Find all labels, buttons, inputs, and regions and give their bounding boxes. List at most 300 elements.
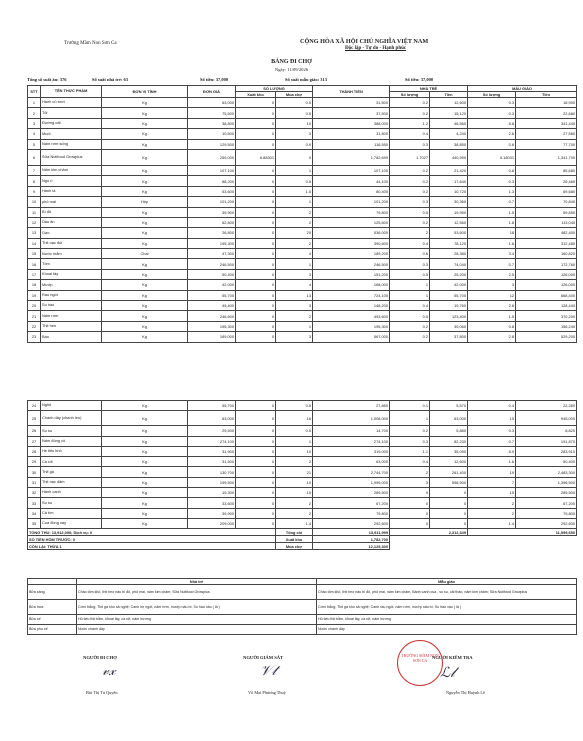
table-cell: Cà tím <box>41 508 102 518</box>
table-cell: Nấm kim châm <box>41 165 102 175</box>
table-cell: Hành lá <box>41 186 102 196</box>
table-cell: 1,341,700 <box>516 149 577 165</box>
table-cell: Cà rốt <box>41 457 102 467</box>
table-cell: 39,900 <box>188 207 236 217</box>
table-cell: 0 <box>236 311 276 321</box>
table-cell: 0 <box>236 477 276 487</box>
table-cell: 0.2 <box>390 332 430 342</box>
table-cell: 2 <box>276 508 313 518</box>
table-cell: 2 <box>276 457 313 467</box>
table-cell: 2.5 <box>468 269 516 279</box>
table-cell: 26,800 <box>188 228 236 238</box>
checker-signature: ℒ𝓁 <box>440 666 455 681</box>
table-cell: 39,060 <box>430 321 468 331</box>
table-cell: 31,900 <box>188 446 236 456</box>
table-cell: 7 <box>468 477 516 487</box>
table-cell: 62,800 <box>188 217 236 227</box>
table-cell: 189,200 <box>313 249 390 259</box>
table-cell: 19,300 <box>188 488 236 498</box>
table-cell: 50,400 <box>516 457 577 467</box>
table-cell: 10 <box>276 477 313 487</box>
table-cell: 0 <box>390 488 430 498</box>
table-cell: 79,800 <box>313 207 390 217</box>
table-cell: 0.3 <box>390 139 430 149</box>
table-cell: 3 <box>276 332 313 342</box>
table-cell: 107,100 <box>313 165 390 175</box>
table-cell: 4 <box>276 249 313 259</box>
menu-cell: Cơm trắng; Thịt gà kho sả nghệ; Canh rau ngót, nấm rơm, mướp nấu bí; Su hào xào ( lá ) <box>317 600 577 615</box>
table-cell: 42,000 <box>430 280 468 290</box>
table-row <box>28 228 577 238</box>
table-cell: 12,600 <box>430 457 468 467</box>
table-row <box>28 98 577 108</box>
table-cell: 14 <box>28 238 41 248</box>
table-cell: 0 <box>390 498 430 508</box>
table-cell: Cua đồng xay <box>41 518 102 528</box>
table-cell: 15,120 <box>430 108 468 118</box>
table-cell: 0.2 <box>390 426 430 436</box>
table-cell: 3 <box>28 118 41 128</box>
table-cell: Bầu <box>41 332 102 342</box>
table-cell: 21 <box>276 467 313 477</box>
table-cell: 53,600 <box>188 186 236 196</box>
table-cell: 2,483,300 <box>516 467 577 477</box>
table-cell: Đường cát <box>41 118 102 128</box>
table-cell: 24 <box>28 401 41 411</box>
table-cell: 0.2 <box>390 321 430 331</box>
table-cell: 261,400 <box>430 467 468 477</box>
table-cell: 0 <box>236 401 276 411</box>
table-row <box>28 108 577 118</box>
table-cell: 0 <box>236 290 276 300</box>
buyer-role: NGƯỜI ĐI CHỢ <box>83 655 117 660</box>
menu-cell: Cơm trắng; Thịt gà kho sả nghệ; Canh hẹ ngót, nấm rơm, mướp nấu bí; Su hào xào ( lá ) <box>77 600 317 615</box>
table-cell: 32 <box>28 488 41 498</box>
table-cell: 0 <box>236 238 276 248</box>
document-header <box>0 0 583 90</box>
table-cell: 283,910 <box>516 446 577 456</box>
table-cell: 123,400 <box>430 311 468 321</box>
table-cell: Su su <box>41 426 102 436</box>
table-cell: 10 <box>276 118 313 128</box>
table-cell: Kg <box>102 269 188 279</box>
table-cell: 0.2 <box>390 217 430 227</box>
table-cell: 0 <box>236 498 276 508</box>
table-cell: 0.3 <box>390 197 430 207</box>
table-cell: 33,600 <box>188 498 236 508</box>
table-cell: 1 <box>276 259 313 269</box>
menu-cell: Hủ tiếu thịt bằm, khoai tây, cà rốt, nấm hương <box>317 615 577 625</box>
table-cell: 31,500 <box>313 98 390 108</box>
table-cell: 1 <box>390 280 430 290</box>
table-row <box>28 217 577 227</box>
table-cell: 246,500 <box>188 259 236 269</box>
table-cell: 148,200 <box>313 301 390 311</box>
table-cell: Thịt gà <box>41 467 102 477</box>
table-cell: 289,500 <box>313 488 390 498</box>
table-cell: 47,300 <box>188 249 236 259</box>
table-cell: 21 <box>28 311 41 321</box>
table-cell: 1 <box>276 436 313 446</box>
table-cell: 55,700 <box>188 401 236 411</box>
table-cell: 31,800 <box>313 129 390 139</box>
table-cell: 5,570 <box>430 401 468 411</box>
table-row <box>28 488 577 498</box>
table-cell: Kg <box>102 176 188 186</box>
table-cell: 63,000 <box>313 457 390 467</box>
table-cell: 10,600 <box>188 129 236 139</box>
table-cell: Kg <box>102 332 188 342</box>
table-cell: 0 <box>236 259 276 269</box>
table-cell: 0 <box>236 467 276 477</box>
table-cell: 151,200 <box>313 269 390 279</box>
table-cell: 0 <box>430 508 468 518</box>
table-cell: Kg <box>102 426 188 436</box>
table-cell: 370,200 <box>516 311 577 321</box>
table-cell: 246,500 <box>313 259 390 269</box>
table-cell: 9 <box>28 186 41 196</box>
table-cell: Kg <box>102 98 188 108</box>
table-cell: 2 <box>276 498 313 508</box>
table-cell: Rau ngót <box>41 290 102 300</box>
table-cell: Nghệ <box>41 401 102 411</box>
menu-row <box>28 585 577 600</box>
menu-cell: Nước chanh dây <box>317 625 577 635</box>
table-cell: 28 <box>28 446 41 456</box>
table-cell: 55,700 <box>430 290 468 300</box>
summary-price: Số tiền: 37,000 <box>200 77 229 82</box>
table-cell: 0.5 <box>390 269 430 279</box>
table-cell: 19,760 <box>430 301 468 311</box>
table-cell: 69,680 <box>516 186 577 196</box>
table-cell: 2,744,700 <box>313 467 390 477</box>
table-cell: 38,850 <box>430 139 468 149</box>
table-cell: 0.5 <box>276 98 313 108</box>
table-cell: 529,200 <box>516 332 577 342</box>
table-cell: 598,500 <box>430 477 468 487</box>
table-cell: 0 <box>236 249 276 259</box>
col-mg-money: Tiền <box>516 92 577 98</box>
table-cell: 8,820 <box>516 426 577 436</box>
monitor-name: Võ Mai Phương Thuỳ <box>248 690 286 695</box>
table-cell: 156,240 <box>516 321 577 331</box>
col-qty-out: Xuất kho <box>236 92 276 98</box>
table-cell: Thịt nạc dăm <box>41 477 102 487</box>
table-cell: 0.9 <box>276 139 313 149</box>
table-cell: 2.8 <box>468 332 516 342</box>
table-row <box>28 477 577 487</box>
table-cell: 319,000 <box>313 446 390 456</box>
table-cell: 259,000 <box>188 149 236 165</box>
table-cell: 1,782,699 <box>313 149 390 165</box>
table-cell: 16 <box>28 259 41 269</box>
table-cell: Tỏi <box>41 108 102 118</box>
table-cell: 88,200 <box>188 176 236 186</box>
table-cell: 79,800 <box>313 508 390 518</box>
table-row <box>28 401 577 411</box>
table-cell: 7 <box>28 165 41 175</box>
table-cell: 8 <box>28 176 41 186</box>
table-cell: 5,880 <box>430 426 468 436</box>
table-cell: 3 <box>390 477 430 487</box>
table-cell: 25 <box>28 411 41 426</box>
table-row <box>28 467 577 477</box>
document-date: Ngày: 11/09/2026 <box>274 67 309 72</box>
table-cell: Muối <box>41 129 102 139</box>
table-cell: Kg <box>102 118 188 128</box>
table-cell: Kg <box>102 488 188 498</box>
table-cell: 1.6 <box>468 238 516 248</box>
table-cell: Mướp <box>41 280 102 290</box>
table-cell: 2 <box>276 217 313 227</box>
table-cell: 0 <box>236 426 276 436</box>
table-cell: 0.8 <box>468 165 516 175</box>
table-cell: 4 <box>28 129 41 139</box>
table-cell: 19 <box>468 467 516 477</box>
table-row <box>28 118 577 128</box>
table-cell: Nước mắm <box>41 249 102 259</box>
table-cell: 13 <box>276 290 313 300</box>
table-cell: 63,000 <box>430 411 468 426</box>
table-cell: 0.5 <box>276 426 313 436</box>
table-cell: 2 <box>276 207 313 217</box>
table-cell: 22,280 <box>516 401 577 411</box>
table-cell: 101,200 <box>313 197 390 207</box>
table-cell: Kg <box>102 508 188 518</box>
table-cell: 1.4 <box>468 518 516 528</box>
table-row <box>28 186 577 196</box>
table-cell: 2 <box>468 508 516 518</box>
table-cell: 0.3 <box>390 259 430 269</box>
table-cell: Kg <box>102 477 188 487</box>
table-cell: 129,500 <box>188 139 236 149</box>
table-cell: 33 <box>28 498 41 508</box>
table-cell: Kg <box>102 446 188 456</box>
table-cell: 1 <box>390 290 430 300</box>
school-name: Trường Mầm Non Sơn Ca <box>64 41 117 46</box>
table-row <box>28 176 577 186</box>
menu-meal-label: Bữa sáng <box>28 585 77 600</box>
menu-cell: Cháo tôm khô, thịt heo nấu bí đỏ, phô mai, nấm kim châm, Bánh canh cua , su su, cải thảo, nấm kim châm; Sữa Nutifood Growplus <box>317 585 577 600</box>
table-cell: 5.18031 <box>468 149 516 165</box>
table-cell: 125,600 <box>313 217 390 227</box>
table-cell: 42,000 <box>188 280 236 290</box>
table-cell: 0 <box>430 518 468 528</box>
table-cell: 21,420 <box>430 165 468 175</box>
buyer-name: Bùi Thị Tú Quyên <box>86 690 118 695</box>
table-cell: 440,999 <box>430 149 468 165</box>
table-row <box>28 290 577 300</box>
table-cell: Chanh dây (chanh leo) <box>41 411 102 426</box>
table-cell: 1.1 <box>390 446 430 456</box>
table-cell: 0 <box>430 488 468 498</box>
table-cell: 1.3 <box>468 186 516 196</box>
table-cell: 12,600 <box>430 98 468 108</box>
table-cell: 27,850 <box>313 401 390 411</box>
table-cell: 30,360 <box>430 197 468 207</box>
table-cell: 4 <box>276 280 313 290</box>
table-cell: 274,100 <box>313 436 390 446</box>
table-cell: 0 <box>236 457 276 467</box>
table-cell: 70,840 <box>516 197 577 207</box>
table-cell: 0.2 <box>390 176 430 186</box>
table-cell: 2 <box>390 467 430 477</box>
menu-row <box>28 625 577 635</box>
table-cell: Kg <box>102 411 188 426</box>
buyer-signature: 𝓋𝓍 <box>102 664 116 679</box>
table-cell: 0 <box>236 139 276 149</box>
monitor-role: NGƯỜI GIÁM SÁT <box>243 655 284 660</box>
summary-price-2: Số tiền: 37,000 <box>405 77 434 82</box>
table-cell: Khoai tây <box>41 269 102 279</box>
table-cell: 39,900 <box>188 508 236 518</box>
national-title: CỘNG HÒA XÃ HỘI CHỦ NGHĨA VIỆT NAM <box>300 38 429 45</box>
table-cell: 1,008,000 <box>313 411 390 426</box>
table-cell: 126,000 <box>516 280 577 290</box>
table-cell: 0 <box>236 165 276 175</box>
table-cell: 0.5 <box>276 401 313 411</box>
table-cell: 18 <box>28 280 41 290</box>
table-cell: 1 <box>28 98 41 108</box>
table-cell: 0 <box>276 149 313 165</box>
table-cell: 1,396,500 <box>516 477 577 487</box>
total-revenue: TỔNG THU: 13,912,000; Dịch vụ: 0 <box>28 529 276 536</box>
table-cell: 1.6 <box>468 457 516 467</box>
table-cell: Gạo <box>41 228 102 238</box>
table-cell: 668,400 <box>516 290 577 300</box>
table-cell: 0 <box>236 269 276 279</box>
table-cell: 3 <box>468 280 516 290</box>
table-cell: 0 <box>236 411 276 426</box>
table-cell: 18 <box>468 228 516 238</box>
table-cell: 0.5 <box>276 176 313 186</box>
table-cell: 27,560 <box>516 129 577 139</box>
table-cell: Thịt nạc đùi <box>41 238 102 248</box>
table-cell: 75,500 <box>188 108 236 118</box>
table-cell: 2.6 <box>468 301 516 311</box>
table-cell: 107,100 <box>188 165 236 175</box>
table-cell: 20 <box>28 301 41 311</box>
table-cell: 8.8 <box>468 118 516 128</box>
shopping-table-part-2 <box>27 400 577 550</box>
col-qty-buy: Mua chợ <box>276 92 313 98</box>
table-cell: 724,100 <box>313 290 390 300</box>
table-cell: 1.5 <box>276 186 313 196</box>
table-cell: 0 <box>390 518 430 528</box>
col-nursery: NHÀ TRẺ <box>390 86 468 92</box>
table-cell: 0.5 <box>390 207 430 217</box>
table-cell: 15 <box>28 249 41 259</box>
table-cell: 567,000 <box>313 332 390 342</box>
checker-role: NGƯỜI KIỂM TRA <box>432 655 473 660</box>
table-cell: 0.3 <box>468 108 516 118</box>
table-cell: 0.2 <box>390 165 430 175</box>
table-cell: 195,300 <box>188 238 236 248</box>
table-cell: 3 <box>276 269 313 279</box>
table-cell: 2 <box>28 108 41 118</box>
table-cell: 0.5 <box>276 108 313 118</box>
table-row <box>28 165 577 175</box>
table-cell: 0.3 <box>468 98 516 108</box>
table-cell: 31 <box>28 477 41 487</box>
table-cell: 26 <box>28 426 41 436</box>
table-cell: Bí đỏ <box>41 207 102 217</box>
table-cell: 15 <box>276 488 313 498</box>
table-cell: Hẹ tiêu khô <box>41 446 102 456</box>
summary-kindergarten: Số suất mẫu giáo: 313 <box>285 77 328 82</box>
table-row <box>28 508 577 518</box>
table-cell: 18,900 <box>516 98 577 108</box>
table-cell: 2 <box>468 498 516 508</box>
table-row <box>28 498 577 508</box>
menu-row <box>28 615 577 625</box>
col-price: ĐƠN GIÁ <box>188 86 236 98</box>
table-cell: Kg <box>102 238 188 248</box>
table-cell: Kg <box>102 457 188 467</box>
table-row <box>28 249 577 259</box>
table-row <box>28 280 577 290</box>
table-cell: 0.3 <box>468 176 516 186</box>
table-cell: 1.5 <box>468 207 516 217</box>
table-cell: 3.4 <box>468 249 516 259</box>
table-cell: 189,000 <box>188 332 236 342</box>
table-cell: Kg <box>102 311 188 321</box>
table-cell: 128,440 <box>516 301 577 311</box>
total-spent-nursery: 2,312,349 <box>390 529 468 536</box>
table-cell: 1 <box>390 411 430 426</box>
table-row <box>28 518 577 528</box>
table-cell: 0.4 <box>390 301 430 311</box>
table-cell: 5 <box>28 139 41 149</box>
table-cell: 0.3 <box>390 436 430 446</box>
table-cell: Kg <box>102 139 188 149</box>
table-cell: 0.4 <box>390 238 430 248</box>
table-cell: 1,995,000 <box>313 477 390 487</box>
table-cell: 172,760 <box>516 259 577 269</box>
table-cell: 945,000 <box>516 411 577 426</box>
table-cell: 289,500 <box>516 488 577 498</box>
table-cell: 6 <box>28 149 41 165</box>
table-cell: 25,200 <box>430 269 468 279</box>
table-cell: 35,090 <box>430 446 468 456</box>
table-cell: Kg <box>102 498 188 508</box>
table-row <box>28 129 577 139</box>
table-cell: 209,000 <box>188 518 236 528</box>
table-cell: 22,680 <box>516 108 577 118</box>
table-row <box>28 259 577 269</box>
stock-out-amount: 1,782,700 <box>313 536 390 543</box>
table-cell: 191,870 <box>516 436 577 446</box>
table-cell: 0 <box>236 280 276 290</box>
table-cell: 22 <box>28 321 41 331</box>
table-cell: 79,800 <box>516 508 577 518</box>
table-cell: 10 <box>276 446 313 456</box>
table-row <box>28 457 577 467</box>
table-cell: 67,200 <box>516 498 577 508</box>
stock-out-label: Xuất kho <box>276 536 313 543</box>
table-cell: Hành canh <box>41 488 102 498</box>
table-cell: Kg <box>102 149 188 165</box>
table-cell: Kg <box>102 165 188 175</box>
table-cell: 1 <box>276 197 313 207</box>
table-cell: 20 <box>276 228 313 238</box>
table-cell: 130,700 <box>188 467 236 477</box>
menu-meal-label: Bữa xế <box>28 615 77 625</box>
table-row <box>28 301 577 311</box>
table-cell: 0 <box>236 176 276 186</box>
table-cell: 0 <box>236 436 276 446</box>
table-cell: 1.8 <box>468 217 516 227</box>
